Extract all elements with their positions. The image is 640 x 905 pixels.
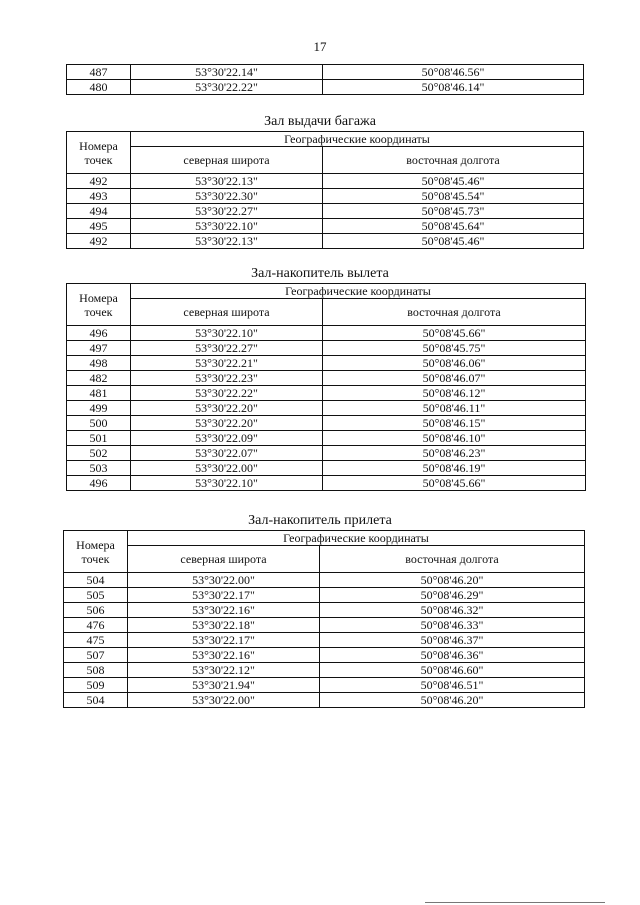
table-row: [64, 693, 585, 708]
east-longitude-cell: 50°08'46.06": [323, 356, 586, 371]
table-row: [67, 234, 584, 249]
north-latitude-cell: 53°30'22.00": [128, 573, 320, 588]
header-east-longitude: восточная долгота: [323, 299, 586, 326]
north-latitude-cell: 53°30'22.00": [131, 461, 323, 476]
footer-line: [425, 902, 605, 903]
table-row: [67, 461, 586, 476]
east-longitude-cell: 50°08'46.23": [323, 446, 586, 461]
header-east-longitude: восточная долгота: [320, 546, 585, 573]
header-north-latitude: северная широта: [128, 546, 320, 573]
east-longitude-cell: 50°08'45.54": [323, 189, 584, 204]
table-row: [67, 356, 586, 371]
point-number-cell: 504: [64, 573, 128, 588]
east-longitude-cell: 50°08'46.20": [320, 693, 585, 708]
east-longitude-cell: 50°08'46.07": [323, 371, 586, 386]
east-longitude-cell: 50°08'46.19": [323, 461, 586, 476]
table-row: [64, 663, 585, 678]
north-latitude-cell: 53°30'22.09": [131, 431, 323, 446]
east-longitude-cell: 50°08'46.33": [320, 618, 585, 633]
east-longitude-cell: 50°08'46.36": [320, 648, 585, 663]
header-geo-coordinates: Географические координаты: [128, 531, 585, 546]
table-row: [67, 401, 586, 416]
north-latitude-cell: 53°30'22.27": [131, 341, 323, 356]
east-longitude-cell: 50°08'45.75": [323, 341, 586, 356]
table-row: [67, 386, 586, 401]
section-title-arrival-lounge: Зал-накопитель прилета: [248, 513, 392, 528]
table-row: [67, 65, 584, 80]
east-longitude-cell: 50°08'45.66": [323, 326, 586, 341]
north-latitude-cell: 53°30'22.17": [128, 588, 320, 603]
east-longitude-cell: 50°08'46.20": [320, 573, 585, 588]
north-latitude-cell: 53°30'22.27": [131, 204, 323, 219]
point-number-cell: 494: [67, 204, 131, 219]
north-latitude-cell: 53°30'22.17": [128, 633, 320, 648]
east-longitude-cell: 50°08'46.12": [323, 386, 586, 401]
point-number-cell: 496: [67, 326, 131, 341]
east-longitude-cell: 50°08'46.60": [320, 663, 585, 678]
north-latitude-cell: 53°30'22.21": [131, 356, 323, 371]
east-longitude-cell: 50°08'46.14": [323, 80, 584, 95]
table-row: [64, 603, 585, 618]
north-latitude-cell: 53°30'22.16": [128, 603, 320, 618]
point-number-cell: 480: [67, 80, 131, 95]
table-row: [64, 633, 585, 648]
north-latitude-cell: 53°30'22.14": [131, 65, 323, 80]
page-number: 17: [313, 39, 327, 54]
header-north-latitude: северная широта: [131, 147, 323, 174]
east-longitude-cell: 50°08'46.37": [320, 633, 585, 648]
east-longitude-cell: 50°08'45.46": [323, 174, 584, 189]
table-row: [67, 80, 584, 95]
coordinates-table-baggage-claim: [66, 131, 584, 249]
table-row: [67, 476, 586, 491]
table-row: [67, 371, 586, 386]
table-row: [67, 326, 586, 341]
east-longitude-cell: 50°08'45.64": [323, 219, 584, 234]
point-number-cell: 506: [64, 603, 128, 618]
point-number-cell: 505: [64, 588, 128, 603]
point-number-cell: 482: [67, 371, 131, 386]
header-geo-coordinates: Географические координаты: [131, 284, 586, 299]
east-longitude-cell: 50°08'46.29": [320, 588, 585, 603]
table-row: [64, 648, 585, 663]
north-latitude-cell: 53°30'22.30": [131, 189, 323, 204]
east-longitude-cell: 50°08'46.56": [323, 65, 584, 80]
north-latitude-cell: 53°30'22.23": [131, 371, 323, 386]
north-latitude-cell: 53°30'22.10": [131, 476, 323, 491]
header-geo-coordinates: Географические координаты: [131, 132, 584, 147]
north-latitude-cell: 53°30'22.22": [131, 386, 323, 401]
point-number-cell: 495: [67, 219, 131, 234]
north-latitude-cell: 53°30'22.10": [131, 219, 323, 234]
north-latitude-cell: 53°30'21.94": [128, 678, 320, 693]
point-number-cell: 497: [67, 341, 131, 356]
east-longitude-cell: 50°08'46.15": [323, 416, 586, 431]
table-row: [67, 204, 584, 219]
coordinates-table-continuation: [66, 64, 584, 95]
north-latitude-cell: 53°30'22.18": [128, 618, 320, 633]
east-longitude-cell: 50°08'45.73": [323, 204, 584, 219]
coordinates-table-arrival-lounge: [63, 530, 585, 708]
point-number-cell: 502: [67, 446, 131, 461]
header-points: Номера точек: [67, 284, 131, 326]
table-row: [64, 573, 585, 588]
north-latitude-cell: 53°30'22.22": [131, 80, 323, 95]
header-points: Номера точек: [64, 531, 128, 573]
east-longitude-cell: 50°08'45.66": [323, 476, 586, 491]
north-latitude-cell: 53°30'22.12": [128, 663, 320, 678]
point-number-cell: 481: [67, 386, 131, 401]
north-latitude-cell: 53°30'22.07": [131, 446, 323, 461]
coordinates-table-departure-lounge: [66, 283, 586, 491]
north-latitude-cell: 53°30'22.20": [131, 416, 323, 431]
header-north-latitude: северная широта: [131, 299, 323, 326]
point-number-cell: 509: [64, 678, 128, 693]
table-row: [67, 416, 586, 431]
point-number-cell: 499: [67, 401, 131, 416]
table-row: [67, 174, 584, 189]
north-latitude-cell: 53°30'22.13": [131, 174, 323, 189]
point-number-cell: 476: [64, 618, 128, 633]
table-row: [64, 588, 585, 603]
point-number-cell: 493: [67, 189, 131, 204]
east-longitude-cell: 50°08'46.32": [320, 603, 585, 618]
table-row: [67, 189, 584, 204]
header-east-longitude: восточная долгота: [323, 147, 584, 174]
north-latitude-cell: 53°30'22.10": [131, 326, 323, 341]
point-number-cell: 507: [64, 648, 128, 663]
east-longitude-cell: 50°08'46.10": [323, 431, 586, 446]
point-number-cell: 496: [67, 476, 131, 491]
north-latitude-cell: 53°30'22.13": [131, 234, 323, 249]
point-number-cell: 492: [67, 234, 131, 249]
point-number-cell: 503: [67, 461, 131, 476]
point-number-cell: 504: [64, 693, 128, 708]
table-row: [67, 446, 586, 461]
header-points: Номера точек: [67, 132, 131, 174]
east-longitude-cell: 50°08'46.11": [323, 401, 586, 416]
point-number-cell: 487: [67, 65, 131, 80]
section-title-baggage-claim: Зал выдачи багажа: [264, 114, 376, 129]
point-number-cell: 475: [64, 633, 128, 648]
table-row: [67, 431, 586, 446]
point-number-cell: 501: [67, 431, 131, 446]
east-longitude-cell: 50°08'46.51": [320, 678, 585, 693]
point-number-cell: 500: [67, 416, 131, 431]
table-row: [64, 678, 585, 693]
east-longitude-cell: 50°08'45.46": [323, 234, 584, 249]
point-number-cell: 498: [67, 356, 131, 371]
section-title-departure-lounge: Зал-накопитель вылета: [251, 266, 389, 281]
table-row: [67, 341, 586, 356]
north-latitude-cell: 53°30'22.16": [128, 648, 320, 663]
north-latitude-cell: 53°30'22.20": [131, 401, 323, 416]
table-row: [67, 219, 584, 234]
point-number-cell: 492: [67, 174, 131, 189]
point-number-cell: 508: [64, 663, 128, 678]
table-row: [64, 618, 585, 633]
north-latitude-cell: 53°30'22.00": [128, 693, 320, 708]
